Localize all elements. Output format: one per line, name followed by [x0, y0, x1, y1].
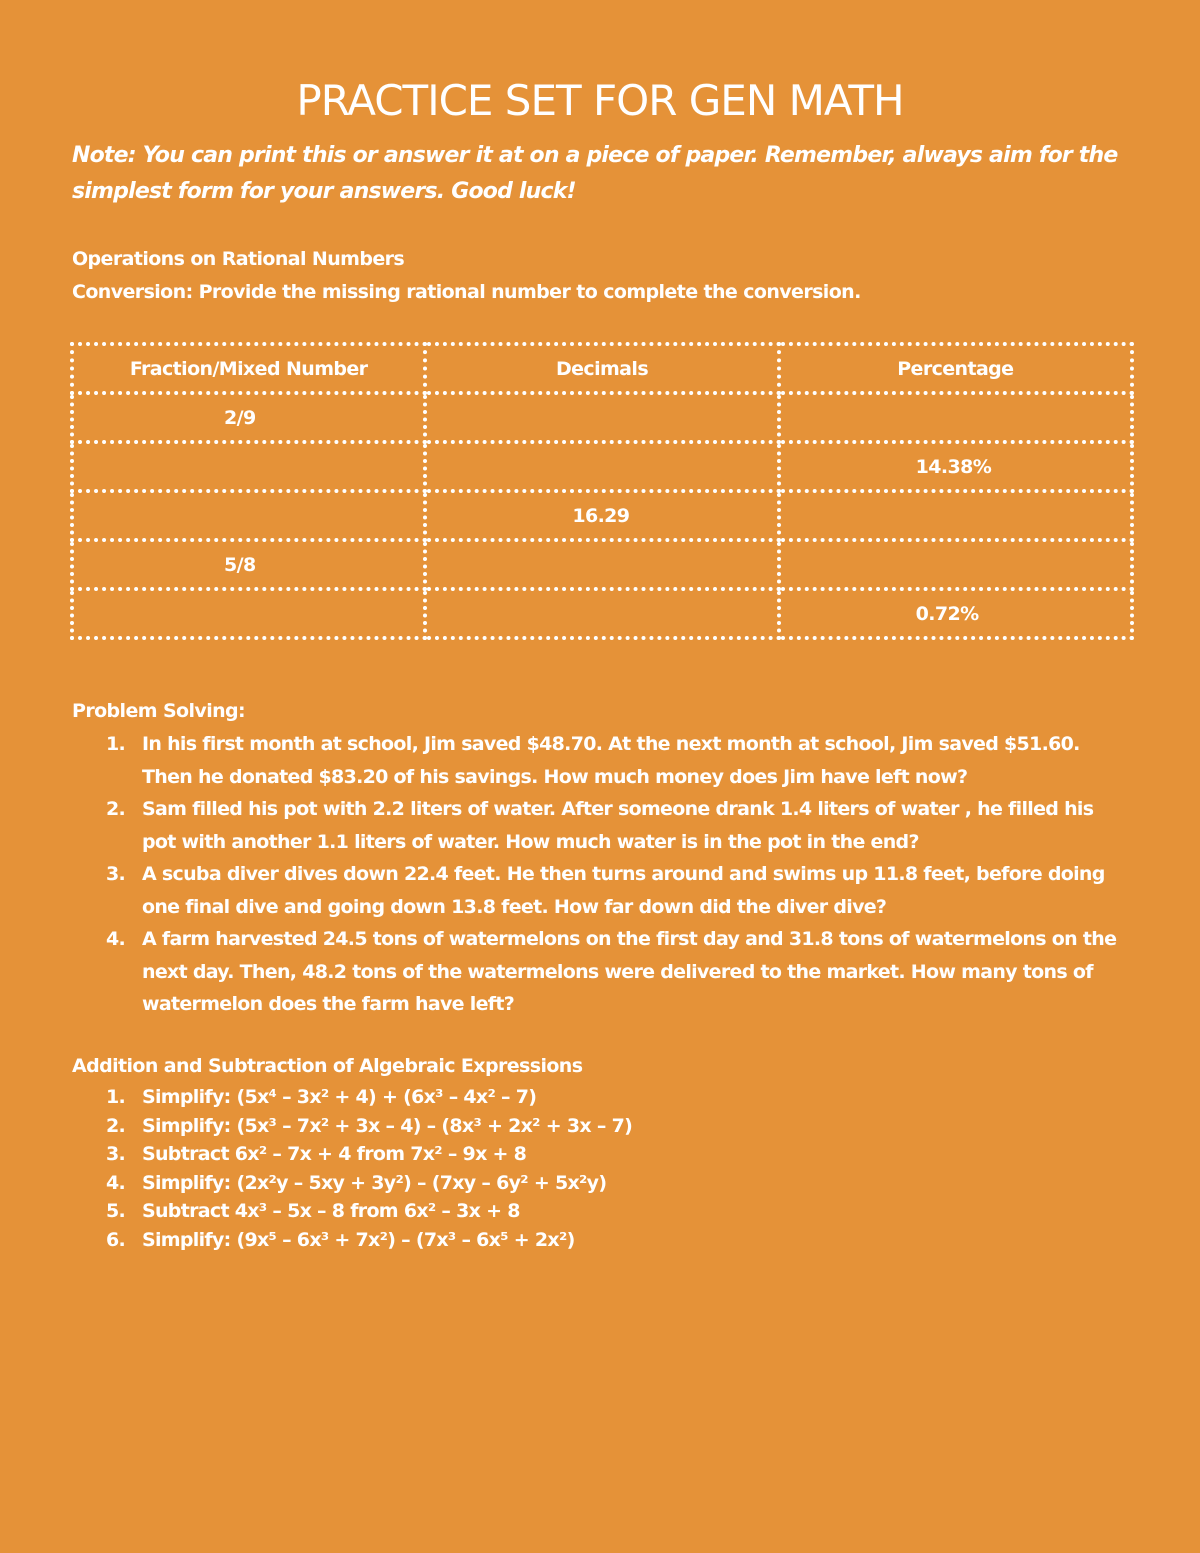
list-item: [72, 1169, 972, 1198]
list-item: [72, 923, 1132, 1021]
table-row: [72, 540, 1132, 589]
list-item: [72, 1140, 972, 1169]
list-item: [72, 728, 1132, 793]
table-cell-decimal: [425, 393, 778, 442]
problem-solving-heading: Problem Solving:: [72, 700, 246, 722]
table-cell-percentage: 14.38%: [779, 442, 1132, 491]
expression-text: Subtract 4x³ – 5x – 8 from 6x² – 3x + 8: [142, 1200, 520, 1222]
table-cell-percentage: [779, 540, 1132, 589]
table-row: [72, 589, 1132, 638]
list-number: 4.: [106, 1171, 126, 1194]
problem-text: In his first month at school, Jim saved $48.70. At the next month at school, Jim saved $51.60. Then he donated $83.20 of his savings. How much money does Jim have left now?: [142, 733, 1080, 788]
table-cell-fraction: [72, 442, 425, 491]
problem-text: A farm harvested 24.5 tons of watermelons on the first day and 31.8 tons of watermelons on the next day. Then, 48.2 tons of the watermelons were delivered to the market. How many tons of watermelon does the farm have left?: [142, 928, 1117, 1015]
table-row: [72, 393, 1132, 442]
operations-heading: Operations on Rational Numbers: [72, 248, 405, 270]
problem-list: [72, 728, 1132, 1021]
conversion-table-wrapper: [70, 342, 1134, 640]
problem-text: A scuba diver dives down 22.4 feet. He then turns around and swims up 11.8 feet, before doing one final dive and going down 13.8 feet. How far down did the diver dive?: [142, 863, 1105, 918]
table-cell-fraction: [72, 491, 425, 540]
page-title: PRACTICE SET FOR GEN MATH: [296, 76, 904, 125]
list-item: [72, 1083, 972, 1112]
list-number: 3.: [106, 863, 126, 885]
expression-text: Simplify: (9x⁵ – 6x³ + 7x²) – (7x³ – 6x⁵ + 2x²): [142, 1228, 575, 1251]
list-number: 6.: [106, 1228, 126, 1251]
table-cell-decimal: [425, 442, 778, 491]
conversion-heading: Conversion: Provide the missing rational number to complete the conversion.: [72, 281, 861, 303]
list-item: [72, 1226, 972, 1255]
list-number: 1.: [106, 1086, 126, 1108]
table-cell-decimal: 16.29: [425, 491, 778, 540]
table-cell-percentage: 0.72%: [779, 589, 1132, 638]
conversion-table: [70, 342, 1134, 640]
list-item: [72, 1197, 972, 1226]
list-number: 2.: [106, 1114, 126, 1137]
list-item: [72, 858, 1132, 923]
table-header-row: [72, 344, 1132, 393]
expression-text: Simplify: (5x⁴ – 3x² + 4) + (6x³ – 4x² – 7): [142, 1086, 537, 1108]
table-cell-decimal: [425, 540, 778, 589]
table-cell-fraction: 5/8: [72, 540, 425, 589]
list-number: 4.: [106, 928, 126, 950]
table-cell-percentage: [779, 491, 1132, 540]
table-row: [72, 491, 1132, 540]
list-number: 1.: [106, 733, 126, 755]
table-cell-percentage: [779, 393, 1132, 442]
header-decimals: Decimals: [425, 344, 778, 393]
list-item: [72, 793, 1132, 858]
instructions-note: Note: You can print this or answer it at on a piece of paper. Remember, always aim for the simplest form for your answers. Good luck!: [72, 143, 1118, 204]
algebra-heading: Addition and Subtraction of Algebraic Expressions: [72, 1055, 583, 1077]
expression-text: Subtract 6x² – 7x + 4 from 7x² – 9x + 8: [142, 1143, 527, 1165]
table-cell-decimal: [425, 589, 778, 638]
table-cell-fraction: [72, 589, 425, 638]
list-number: 5.: [106, 1200, 126, 1222]
expression-text: Simplify: (2x²y – 5xy + 3y²) – (7xy – 6y² + 5x²y): [142, 1171, 607, 1194]
header-fraction: Fraction/Mixed Number: [72, 344, 425, 393]
list-number: 2.: [106, 798, 126, 820]
table-cell-fraction: 2/9: [72, 393, 425, 442]
list-item: [72, 1112, 972, 1141]
table-row: [72, 442, 1132, 491]
problem-text: Sam filled his pot with 2.2 liters of water. After someone drank 1.4 liters of water , he filled his pot with another 1.1 liters of water. How much water is in the pot in the end?: [142, 798, 1094, 853]
header-percentage: Percentage: [779, 344, 1132, 393]
expression-text: Simplify: (5x³ – 7x² + 3x – 4) – (8x³ + 2x² + 3x – 7): [142, 1114, 633, 1137]
list-number: 3.: [106, 1143, 126, 1165]
algebra-list: [72, 1083, 972, 1254]
